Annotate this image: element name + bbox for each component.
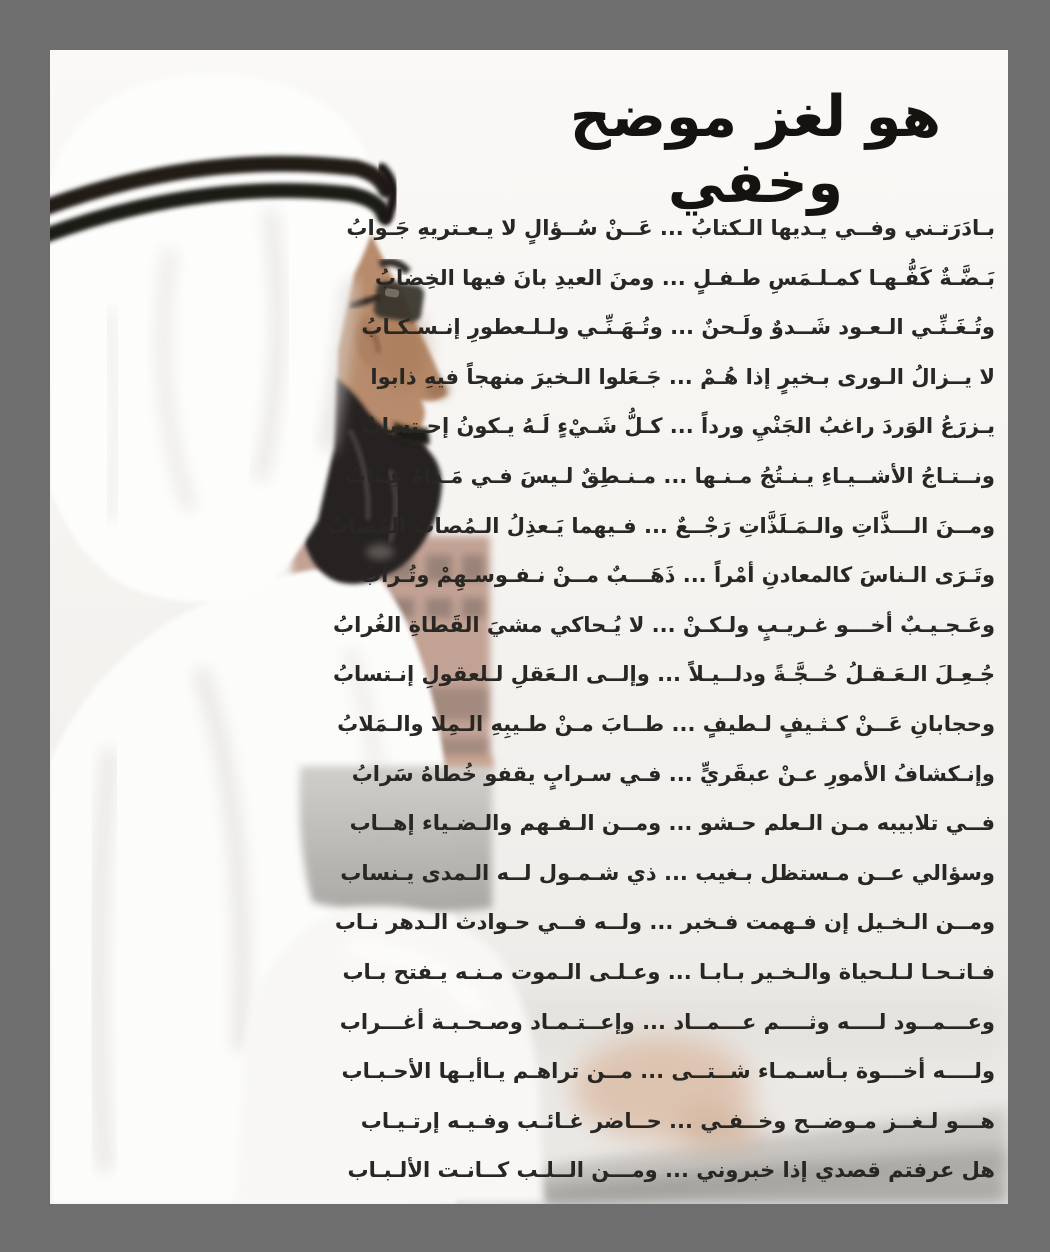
poem-line: بـادَرَتـني وفــي يـديها الـكتابُ ... عَــنْ سُــؤالٍ لا يـعـتريهِ جَـوابُ — [346, 216, 995, 240]
poem-line: ومــن الـخـيل إن فـهمت فـخبر ... ولــه فــي حـوادث الـدهر نـاب — [334, 910, 995, 935]
poem-line: وتَـرَى الـناسَ كالمعادنِ أمْراً ... ذَهَـــبٌ مــنْ نـفـوسـهِمْ وتُـرابُ — [359, 563, 995, 588]
poem-line: فـاتـحـا لـلـحياة والـخـير بـابـا ... وعـلـى الـموت مـنـه يـفتح بـاب — [342, 959, 995, 984]
poem-line: ومــنَ الـــذَّاتِ والـمَـلَذَّاتِ رَجْــعٌ ... فـيهما يَـعذِلُ الـمُصابَ المُصابُ — [327, 513, 995, 538]
poem-line: هـــو لـغــز مـوضــح وخــفـي ... حــاضر غـائـب وفـيـه إرتـيـاب — [360, 1108, 995, 1133]
poem-line: وعـــمــود لــــه وثــــم عـــمــاد ... وإعــتـمـاد وصـحـبـة أغـــراب — [339, 1009, 995, 1034]
poem-line: جُـعِـلَ الـعَـقـلُ حُــجَّـةً ودلــيـلاً ... وإلــى الـعَقلِ لـلعقولِ إنـتسابُ — [332, 662, 995, 687]
poem-line: فــي تلابيبه مـن الـعلم حـشو ... ومــن الـفـهم والـضـياء إهــاب — [349, 811, 995, 836]
poster-card — [50, 50, 1008, 1204]
poem-line: ولــــه أخـــوة بـأسـمـاء شــتــى ... مــن تراهـم يـاأيـها الأحـبـاب — [341, 1059, 995, 1084]
poem-line: وحجابانِ عَــنْ كـثـيفٍ لـطيفٍ ... طــابَ مـنْ طـيبِهِ الـمِلا والـمَلابُ — [337, 711, 995, 736]
poem-line: وسؤالي عــن مـستظل بـغيب ... ذي شـمـول لــه الـمدى يـنساب — [340, 860, 995, 885]
poem-line: لا يــزالُ الـورى بـخيرٍ إذا هُـمْ ... جَـعَلوا الـخيرَ منهجاً فيهِ ذابوا — [370, 364, 995, 389]
poem-line: وعَـجـيـبٌ أخـــو غـريـبٍ ولـكـنْ ... لا يُـحاكي مشيَ القَطاةِ الغُرابُ — [333, 612, 995, 637]
poem-line: وتُـغَـنِّـي الـعـود شَــدوٌ ولَـحنٌ ... وتُـهَـنِّـي ولـلـعطورِ إنـسـكـابُ — [361, 315, 995, 340]
poem-line: بَـضَّـةٌ كَفُّـهـا كمـلـمَسِ طـفـلٍ ... ومنَ العيدِ بانَ فيها الخِضابُ — [374, 265, 995, 290]
poem-title: هو لغز موضح وخفي — [569, 84, 942, 216]
poem-line: ونــتـاجُ الأشــيـاءِ يـنـتُجُ مـنـها ... مـنـطِقٌ لـيسَ فـي مَـداهُ عِـتابُ — [344, 463, 995, 488]
poem-line: يـزرَعُ الوَردَ راغبُ الجَنْيِ ورداً ... كـلُّ شَـيْءٍ لَـهُ يـكونُ إحـتسابُ — [360, 414, 995, 439]
poem-body — [327, 204, 995, 1196]
poem-line: هل عرفتم قصدي إذا خبروني ... ومـــن الــلـب كــانـت الألـبـاب — [347, 1158, 995, 1183]
poem-line: وإنـكشافُ الأمورِ عـنْ عبقَريٍّ ... فـي سـرابٍ يقفو خُطاهُ سَرابُ — [351, 761, 995, 786]
